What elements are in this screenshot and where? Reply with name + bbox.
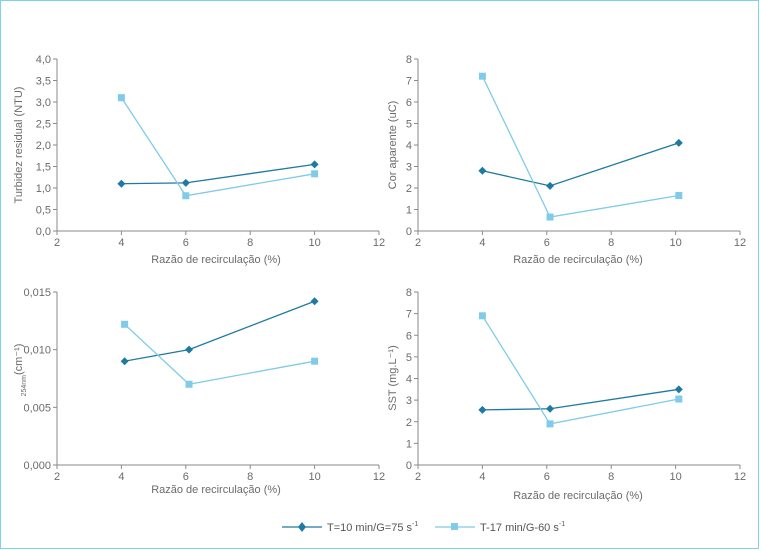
data-point-square	[311, 170, 318, 177]
data-point-square	[121, 321, 128, 328]
data-point-square	[118, 94, 125, 101]
data-point-square	[675, 396, 682, 403]
y-tick-label: 1,0	[35, 183, 51, 195]
chart-turbidity	[13, 54, 385, 266]
y-tick-label: 4	[405, 373, 412, 386]
y-tick-label: 0,5	[35, 204, 51, 217]
y-axis-label: Cor aparente (uC)	[387, 100, 399, 190]
x-axis-label: Razão de recirculação (%)	[513, 254, 643, 266]
y-tick-label: 2,0	[35, 140, 51, 152]
x-tick-label: 2	[53, 237, 61, 249]
y-tick-label: 6	[405, 330, 412, 343]
data-point-square	[479, 312, 486, 319]
x-tick-label: 12	[372, 237, 386, 249]
legend-label-series2: T-17 min/G-60 $s^{-1}$	[480, 521, 566, 534]
data-point-square	[479, 73, 486, 80]
legend-label-series1: T=10 min/G=75 $s^{-1}$	[327, 521, 419, 534]
y-tick-label: 8	[405, 287, 412, 299]
data-point-diamond	[311, 160, 319, 168]
x-tick-label: 12	[372, 471, 386, 483]
data-point-square	[675, 192, 682, 199]
x-axis-label: Razão de recirculação (%)	[151, 254, 281, 266]
series-line	[482, 143, 678, 186]
x-tick-label: 8	[247, 237, 254, 249]
x-tick-label: 12	[733, 237, 747, 249]
y-tick-label: 5	[405, 351, 412, 364]
x-tick-label: 6	[543, 471, 550, 483]
series-line	[482, 76, 678, 217]
x-axis-label: Razão de recirculação (%)	[513, 490, 643, 502]
data-point-square	[547, 420, 554, 427]
series-line	[125, 301, 315, 361]
y-tick-label: 0,005	[23, 402, 51, 415]
x-tick-label: 2	[414, 471, 422, 483]
y-tick-label: 0	[405, 460, 412, 472]
y-tick-label: 7	[405, 75, 412, 88]
y-tick-label: 4	[405, 140, 412, 152]
x-tick-label: 6	[543, 237, 550, 249]
data-point-diamond	[117, 180, 125, 188]
y-tick-label: 0,015	[23, 287, 51, 299]
data-point-diamond	[478, 167, 486, 175]
y-tick-label: 2,5	[35, 118, 51, 131]
y-tick-label: 7	[405, 308, 412, 321]
series-line	[482, 316, 678, 424]
data-point-diamond	[185, 346, 193, 354]
data-point-diamond	[311, 297, 319, 305]
y-tick-label: 2	[405, 416, 412, 429]
y-tick-label: 3	[405, 161, 412, 174]
x-tick-label: 4	[118, 471, 125, 483]
x-tick-label: 4	[479, 237, 486, 249]
x-tick-label: 8	[608, 237, 615, 249]
chart-absorbance	[13, 287, 385, 496]
data-point-square	[311, 358, 318, 365]
legend-square-marker	[451, 523, 458, 530]
series-line	[482, 389, 678, 410]
chart-apparent-color	[387, 54, 746, 266]
y-tick-label: 8	[405, 54, 412, 66]
x-tick-label: 10	[669, 237, 682, 249]
y-tick-label: 1	[405, 204, 412, 217]
data-point-square	[182, 192, 189, 199]
series-line	[125, 324, 315, 384]
x-tick-label: 10	[308, 471, 321, 483]
data-point-diamond	[675, 385, 683, 393]
y-axis-label: SST (mg.L⁻¹)	[387, 345, 399, 411]
y-tick-label: 5	[405, 118, 412, 131]
y-tick-label: 0,0	[35, 226, 51, 238]
x-tick-label: 10	[669, 471, 682, 483]
data-point-diamond	[546, 182, 554, 190]
x-tick-label: 4	[118, 237, 125, 249]
legend	[282, 521, 565, 534]
x-tick-label: 12	[733, 471, 747, 483]
data-point-diamond	[478, 406, 486, 414]
y-tick-label: 3	[405, 395, 412, 408]
x-tick-label: 6	[182, 471, 189, 483]
series-line	[121, 98, 314, 196]
chart-suspended-solids	[387, 287, 746, 502]
y-axis-label: $_{254nm}$(cm⁻¹)	[13, 343, 28, 397]
data-point-diamond	[182, 179, 190, 187]
data-point-square	[186, 381, 193, 388]
series-line	[121, 164, 314, 183]
x-tick-label: 6	[182, 237, 189, 249]
data-point-diamond	[121, 357, 129, 365]
y-tick-label: 4,0	[35, 54, 51, 66]
y-tick-label: 0	[405, 226, 412, 238]
x-tick-label: 4	[479, 471, 486, 483]
y-tick-label: 1,5	[35, 161, 51, 174]
data-point-square	[547, 214, 554, 221]
y-tick-label: 6	[405, 97, 412, 109]
x-tick-label: 8	[608, 471, 615, 483]
x-tick-label: 2	[414, 237, 422, 249]
y-tick-label: 2	[405, 183, 412, 195]
x-tick-label: 2	[53, 471, 61, 483]
x-tick-label: 8	[247, 471, 254, 483]
y-tick-label: 3,5	[35, 75, 51, 88]
y-axis-label: Turbidez residual (NTU)	[13, 86, 25, 204]
data-point-diamond	[675, 139, 683, 147]
legend-diamond-marker	[298, 522, 306, 532]
x-tick-label: 10	[308, 237, 321, 249]
y-tick-label: 3,0	[35, 97, 51, 109]
y-tick-label: 0,000	[23, 460, 51, 472]
y-tick-label: 1	[405, 438, 412, 451]
data-point-diamond	[546, 405, 554, 413]
y-tick-label: 0,010	[23, 344, 51, 357]
x-axis-label: Razão de recirculação (%)	[151, 484, 281, 496]
